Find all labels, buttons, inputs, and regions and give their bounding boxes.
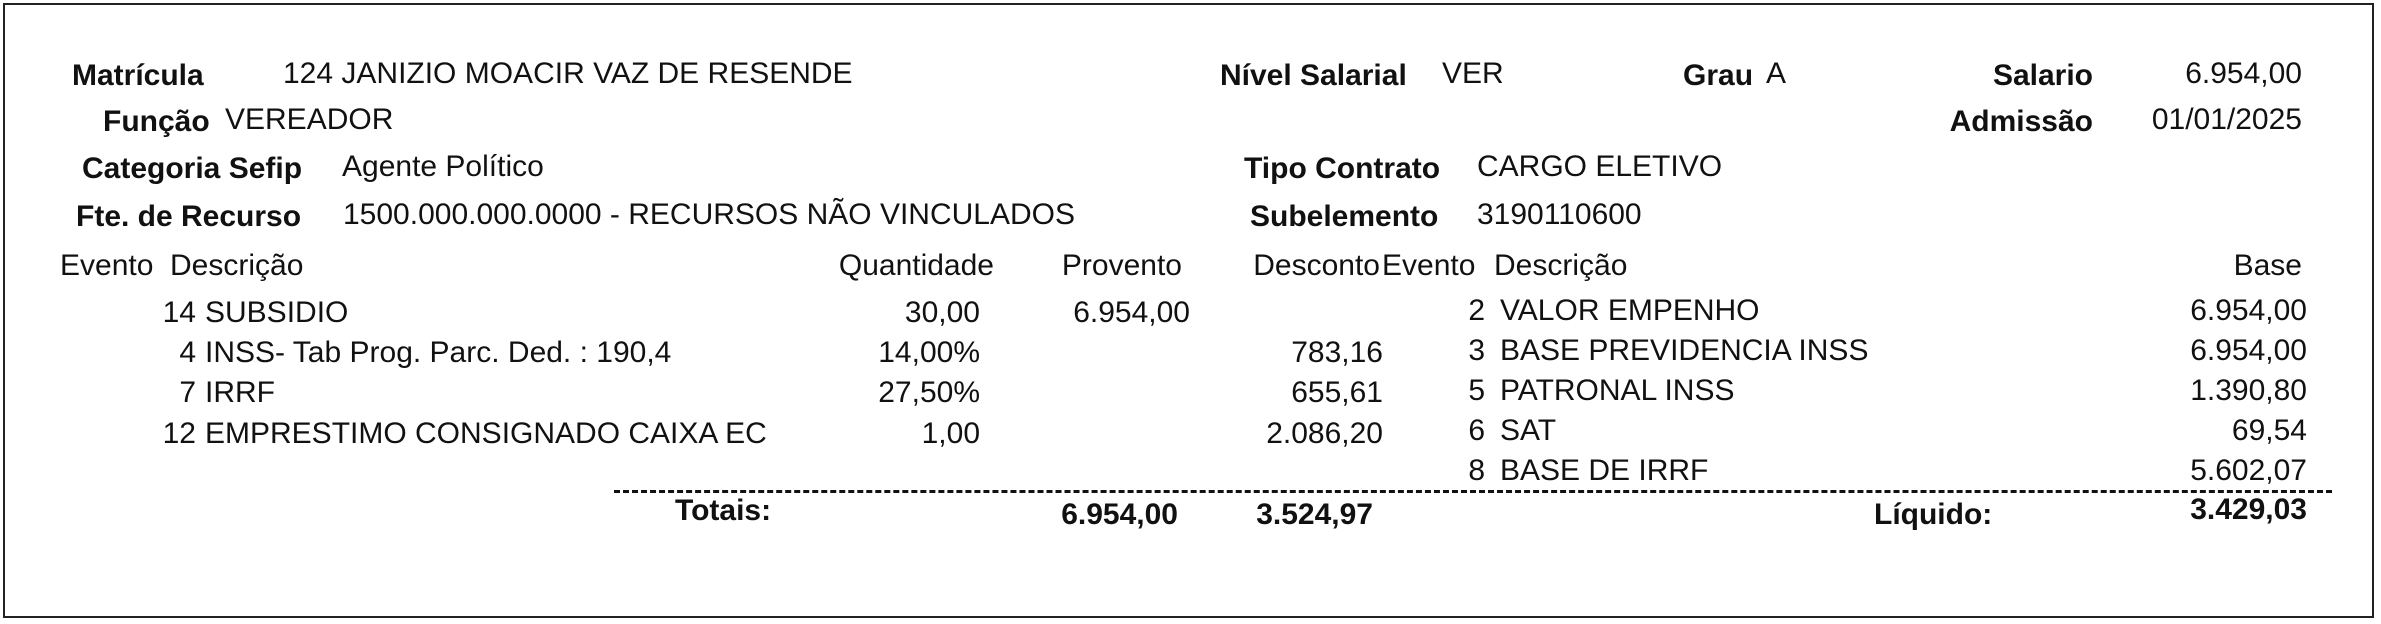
col-evento-base: Evento: [1382, 249, 1476, 282]
col-descricao-base: Descrição: [1494, 249, 1628, 282]
event-code: 14: [162, 296, 196, 329]
salario-label: Salario: [1992, 59, 2093, 92]
categoria-sefip-label: Categoria Sefip: [82, 152, 303, 185]
base-code: 6: [1468, 414, 1485, 447]
event-desconto: 655,61: [1291, 376, 1383, 409]
tipo-contrato-value: CARGO ELETIVO: [1477, 150, 1723, 183]
fonte-recurso-label: Fte. de Recurso: [76, 200, 302, 233]
event-desconto: 783,16: [1291, 336, 1383, 369]
base-code: 3: [1468, 334, 1485, 367]
grau-value: A: [1766, 57, 1787, 90]
base-description: VALOR EMPENHO: [1500, 294, 1760, 327]
salario-value: 6.954,00: [2185, 57, 2302, 90]
nivel-salarial-value: VER: [1442, 57, 1504, 90]
col-desconto: Desconto: [1253, 249, 1380, 282]
base-description: SAT: [1500, 414, 1557, 447]
subelemento-value: 3190110600: [1477, 198, 1642, 231]
totals-label: Totais:: [675, 494, 772, 527]
grau-label: Grau: [1683, 59, 1754, 92]
event-quantity: 30,00: [904, 296, 980, 329]
admissao-value: 01/01/2025: [2151, 103, 2302, 136]
categoria-sefip-value: Agente Político: [342, 150, 544, 183]
total-provento: 6.954,00: [1061, 498, 1178, 531]
base-code: 2: [1468, 294, 1485, 327]
event-desconto: 2.086,20: [1266, 417, 1383, 450]
base-value: 6.954,00: [2190, 294, 2307, 327]
base-value: 6.954,00: [2190, 334, 2307, 367]
event-code: 12: [162, 417, 196, 450]
funcao-value: VEREADOR: [225, 103, 394, 136]
event-provento: 6.954,00: [1073, 296, 1190, 329]
event-description: SUBSIDIO: [205, 296, 349, 329]
nivel-salarial-label: Nível Salarial: [1220, 59, 1407, 92]
event-description: EMPRESTIMO CONSIGNADO CAIXA EC: [205, 419, 767, 449]
base-description: PATRONAL INSS: [1500, 374, 1735, 407]
funcao-label: Função: [103, 105, 210, 138]
col-quantidade: Quantidade: [838, 249, 994, 282]
liquido-label: Líquido:: [1874, 498, 1993, 531]
base-code: 8: [1468, 454, 1485, 487]
base-value: 5.602,07: [2190, 454, 2307, 487]
base-description: BASE DE IRRF: [1500, 454, 1709, 487]
base-value: 1.390,80: [2190, 374, 2307, 407]
event-quantity: 1,00: [921, 417, 980, 450]
base-code: 5: [1468, 374, 1485, 407]
base-value: 69,54: [2231, 414, 2307, 447]
col-base: Base: [2233, 249, 2302, 282]
matricula-value: 124 JANIZIO MOACIR VAZ DE RESENDE: [283, 57, 853, 90]
event-quantity: 14,00%: [878, 336, 980, 369]
subelemento-label: Subelemento: [1250, 200, 1439, 233]
event-quantity: 27,50%: [878, 376, 980, 409]
event-code: 7: [179, 376, 196, 409]
col-provento: Provento: [1061, 249, 1182, 282]
matricula-label: Matrícula: [72, 59, 204, 92]
admissao-label: Admissão: [1949, 105, 2093, 138]
tipo-contrato-label: Tipo Contrato: [1244, 152, 1441, 185]
totals-divider: [614, 490, 2332, 493]
event-description: IRRF: [205, 376, 275, 409]
base-description: BASE PREVIDENCIA INSS: [1500, 334, 1869, 367]
fonte-recurso-value: 1500.000.000.0000 - RECURSOS NÃO VINCULADOS: [343, 198, 1075, 231]
event-code: 4: [179, 336, 196, 369]
event-description: INSS- Tab Prog. Parc. Ded. : 190,4: [205, 336, 672, 369]
total-desconto: 3.524,97: [1256, 498, 1373, 531]
col-evento: Evento: [60, 249, 154, 282]
liquido-value: 3.429,03: [2190, 493, 2307, 526]
col-descricao: Descrição: [170, 249, 304, 282]
